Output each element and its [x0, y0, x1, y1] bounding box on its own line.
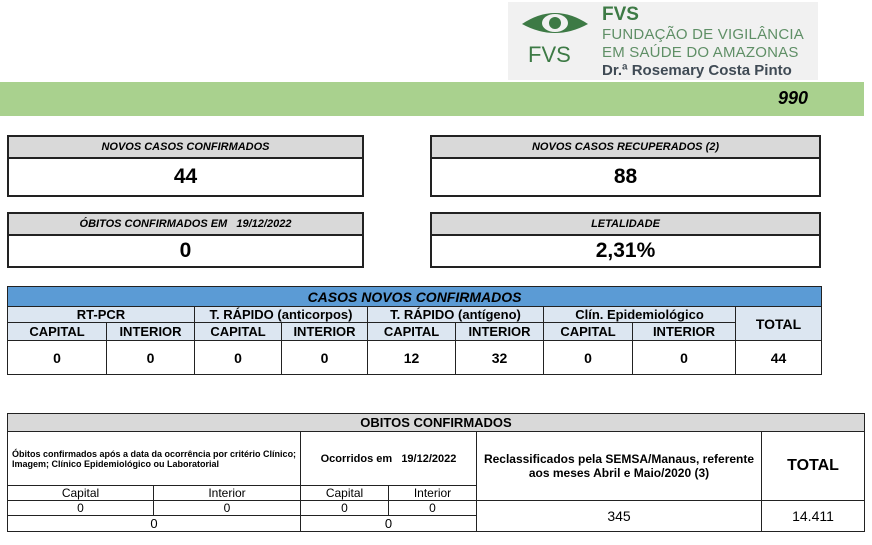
interior-header: INTERIOR — [633, 323, 736, 341]
c1-sum-value: 0 — [8, 516, 301, 532]
interior-header: INTERIOR — [282, 323, 368, 341]
logo-line-4: Dr.ª Rosemary Costa Pinto — [602, 62, 792, 79]
value-cell: 0 — [107, 341, 195, 375]
letalidade-box — [430, 212, 821, 268]
fvs-logo — [508, 2, 818, 80]
header-band — [0, 82, 864, 116]
interior-header: INTERIOR — [456, 323, 544, 341]
novos-casos-label: NOVOS CASOS CONFIRMADOS — [9, 137, 362, 159]
c1-capital-value: 0 — [8, 501, 154, 516]
recuperados-value: 88 — [613, 165, 638, 188]
obitos-title: OBITOS CONFIRMADOS — [8, 414, 865, 432]
capital-label: Capital — [301, 486, 389, 501]
obitos-col1-header: Óbitos confirmados após a data da ocorrência por critério Clínico; Imagem; Clínico Epidemiológico ou Laboratorial — [8, 432, 301, 486]
value-cell: 0 — [544, 341, 633, 375]
interior-header: INTERIOR — [107, 323, 195, 341]
total-header: TOTAL — [736, 307, 822, 341]
obitos-table — [7, 413, 865, 532]
novos-casos-box — [7, 135, 364, 197]
obitos-label: ÓBITOS CONFIRMADOS EM 19/12/2022 — [9, 214, 362, 236]
letalidade-label: LETALIDADE — [432, 214, 819, 236]
letalidade-value: 2,31% — [595, 239, 656, 262]
obitos-box — [7, 212, 364, 268]
obitos-value: 0 — [179, 239, 192, 262]
total-value: 44 — [736, 341, 822, 375]
bulletin-number: 990 — [777, 88, 808, 108]
c2-sum-value: 0 — [301, 516, 477, 532]
group-clin-epidemiologico: Clín. Epidemiológico — [544, 307, 736, 323]
c2-capital-value: 0 — [301, 501, 389, 516]
group-rapido-antigeno: T. RÁPIDO (antígeno) — [368, 307, 544, 323]
group-rapido-anticorpos: T. RÁPIDO (anticorpos) — [195, 307, 368, 323]
reclass-value: 345 — [477, 501, 762, 532]
casos-title: CASOS NOVOS CONFIRMADOS — [8, 287, 822, 307]
obitos-col3-header: Reclassificados pela SEMSA/Manaus, referente aos meses Abril e Maio/2020 (3) — [477, 432, 762, 501]
value-cell: 0 — [8, 341, 107, 375]
interior-label: Interior — [389, 486, 477, 501]
capital-label: Capital — [8, 486, 154, 501]
casos-table — [7, 286, 822, 375]
logo-title: FVS — [602, 4, 639, 25]
obitos-col2-header: Ocorridos em 19/12/2022 — [301, 432, 477, 486]
value-cell: 0 — [195, 341, 282, 375]
capital-header: CAPITAL — [195, 323, 282, 341]
c1-interior-value: 0 — [154, 501, 301, 516]
novos-casos-value: 44 — [173, 165, 198, 188]
logo-line-3: EM SAÚDE DO AMAZONAS — [602, 44, 799, 61]
c2-interior-value: 0 — [389, 501, 477, 516]
recuperados-label: NOVOS CASOS RECUPERADOS (2) — [432, 137, 819, 159]
group-rt-pcr: RT-PCR — [8, 307, 195, 323]
capital-header: CAPITAL — [8, 323, 107, 341]
value-cell: 0 — [282, 341, 368, 375]
logo-line-2: FUNDAÇÃO DE VIGILÂNCIA — [602, 26, 804, 43]
eye-logo-icon — [518, 6, 592, 66]
value-cell: 0 — [633, 341, 736, 375]
obitos-total-value: 14.411 — [762, 501, 865, 532]
logo-mark: FVS — [528, 42, 571, 66]
value-cell: 12 — [368, 341, 456, 375]
recuperados-box — [430, 135, 821, 197]
obitos-total-header: TOTAL — [762, 432, 865, 501]
value-cell: 32 — [456, 341, 544, 375]
interior-label: Interior — [154, 486, 301, 501]
capital-header: CAPITAL — [544, 323, 633, 341]
capital-header: CAPITAL — [368, 323, 456, 341]
